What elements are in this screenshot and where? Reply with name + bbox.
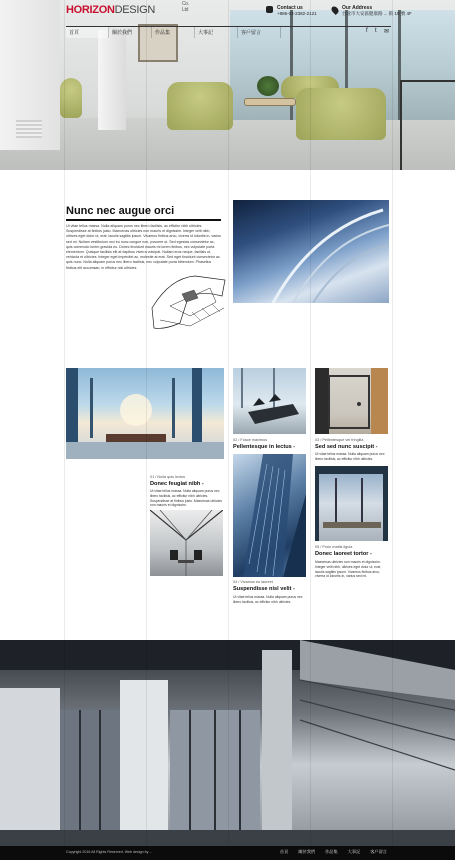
glass-door-lines [315,368,388,434]
waiting-chairs-lines [233,368,306,434]
logo-bold: HORIZON [66,4,115,16]
section-05-text: Maecenas ultricies non mauris et dignissim. Integer velit nibh, ultrices eget dolor ut, erat, iaculis sagittis ipsum. Vivamus finibus arcu, viverra id lobortis in, varius sed mi. [315,560,381,579]
logo-thin: DESIGN [114,4,155,16]
building-sketch-illustration [150,268,228,336]
phone-number[interactable]: +886-02-2382-2121 [277,11,317,16]
section-05-heading[interactable]: Donec laoreet tortor - [315,551,372,557]
lobby-lines [66,368,224,459]
hero-chair [167,82,233,130]
site-header [0,0,455,40]
section-04-heading[interactable]: Suspendisse nisl velit - [233,586,295,592]
address-value: 台北市大安區健康路 ... 街 19 號 4F [342,11,412,16]
section-02-heading[interactable]: Pellentesque in lectus - [233,444,296,450]
hero-table [244,98,296,106]
main-nav [66,26,391,38]
section-04-text: Ut vitae tellus massa. Nulla aliquam purus nec libero facilisis, ac efficitur nibh ultricies. [233,595,303,604]
footer-nav-guestbook[interactable]: 客戶留言 [370,849,387,854]
phone-label: Contact us [277,5,303,11]
hero-vent [16,120,42,138]
twitter-icon[interactable]: t [375,28,377,34]
section-01-caption: 01 / Nulla quis lectus [150,475,186,479]
footer-nav-home[interactable]: 首頁 [279,849,289,854]
logo-sup: Co. Ltd [182,1,189,13]
skyscraper-lines [233,454,306,577]
hero-column [98,30,126,130]
nav-item-about[interactable]: 關於我們 [109,27,152,38]
footer-building-photo [0,640,455,848]
section-03-caption: 03 / Pellentesque vel fringilla [315,438,364,442]
nav-item-portfolio[interactable]: 作品集 [152,27,195,38]
section-01-text: Ut vitae tellus massa. Nulla aliquam purus nec libero facilisis, ac efficitur nibh ultricies. Suspendisse at finibus justo. Maecenas ultricies non mauris et dignissim. [150,489,222,508]
lobby-photo[interactable] [66,368,224,459]
footer-building-lines [0,640,455,848]
glass-building-lines [233,200,389,303]
logo[interactable] [66,1,189,16]
location-pin-icon [330,5,340,15]
nav-item-guestbook[interactable]: 客戶留言 [238,27,281,38]
footer-bar [0,846,455,860]
address-label: Our Address [342,5,373,11]
footer-nav-about[interactable]: 關於我們 [298,849,316,854]
facebook-icon[interactable]: f [366,28,368,34]
interior-bw-photo[interactable] [150,510,223,576]
skyscraper-photo[interactable] [233,454,306,577]
nav-item-home[interactable]: 首頁 [66,27,109,38]
mail-icon[interactable]: ✉ [384,29,390,35]
intro-text: Ut vitae tellus massa. Nulla aliquam purus nec libero facilisis, ac efficitur nibh ultricies. Suspendisse at finibus justo. Maecenas ultricies non mauris et dignissim. Integer velit nibh, ultrices eget dolor ut, erat, iaculis sagittis ipsum. Vivamus finibus arcu, viverra id lobortis in, varius sed mi. Nullam vestibulum orci eu nunc congue non, posuere ut. Sed egestas consectetur ac, quis commodo lorem gravida eu. Donec tincidunt mauris mi lorem finibus, nec vulputate porta elementum. Quisque facilisis elit at dapibus viverra volutpat. Nullam eros neque, facilisis ut, vehicula et ultricies. Integer eget imperdiet ac, molestie at erat. Sed eget tincidunt consectetur ac quis nunc. Nulla aliquam purus nec libero facilisis, nec vulputate porta bibendum. Phasellus finibus elit accumsan, in efficitur nisi ultricies. [66,224,221,270]
nav-item-events[interactable]: 大事記 [195,27,238,38]
interior-bw-lines [150,510,223,576]
hero-chair [60,78,82,118]
phone-icon [266,6,273,13]
copyright-text: Copyright 2016 All Rights Reserved. Web design by ... [66,850,153,854]
section-02-caption: 02 / Fusce maximus [233,438,267,442]
intro-title: Nunc nec augue orci [66,205,175,217]
hero-railing [400,80,455,170]
hero-plant [257,76,279,96]
section-04-caption: 04 / Vivamus eu laoreet [233,580,273,584]
intro-rule [66,219,221,221]
section-03-text: Ut vitae tellus massa. Nulla aliquam purus nec libero facilisis, ac efficitur nibh ultricies. [315,452,385,461]
section-03-heading[interactable]: Sed sed nunc suscipit - [315,444,378,450]
waiting-chairs-photo[interactable] [233,368,306,434]
footer-nav [280,849,387,855]
phone-contact [277,5,317,17]
hero-chair [296,88,386,140]
glass-door-photo[interactable] [315,368,388,434]
glass-building-photo[interactable] [233,200,389,303]
footer-nav-portfolio[interactable]: 作品集 [325,849,338,854]
atrium-photo[interactable] [315,466,388,541]
address-contact [342,5,412,17]
section-01-heading[interactable]: Donec feugiat nibh - [150,481,204,487]
footer-nav-events[interactable]: 大事記 [347,849,361,854]
atrium-lines [315,466,388,541]
section-05-caption: 05 / Proin mattis ligula [315,545,353,549]
